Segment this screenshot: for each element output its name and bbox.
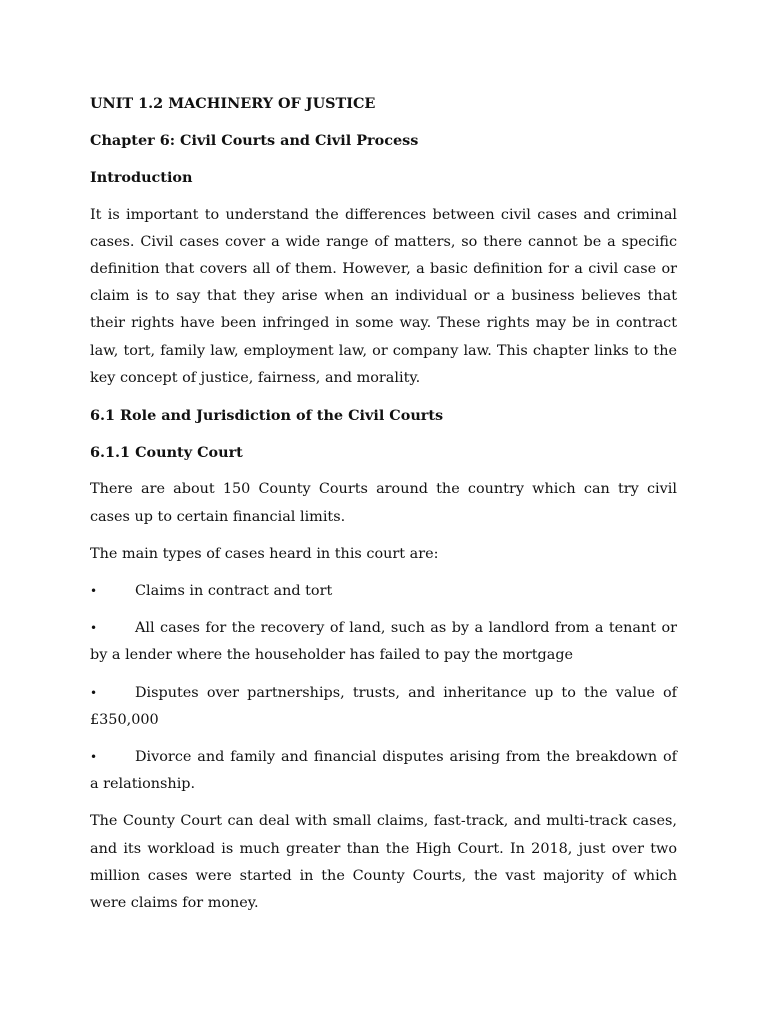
bullet-icon: • (90, 621, 98, 636)
bullet-icon: • (90, 685, 98, 700)
cases-intro: The main types of cases heard in this court are: (90, 545, 439, 562)
list-item (90, 744, 677, 798)
list-item-text: Disputes over partnerships, trusts, and inheritance up to the value of £350,000 (90, 684, 677, 728)
bullet-icon: • (90, 750, 98, 765)
bullet-icon: • (90, 584, 98, 599)
county-paragraph: There are about 150 County Courts around the country which can try civil cases up to certain financial limits. (90, 481, 677, 525)
intro-heading: Introduction (90, 169, 193, 187)
list-item-text: All cases for the recovery of land, such as by a landlord from a tenant or by a lender where the householder has failed to pay the mortgage (90, 620, 677, 664)
list-item-text: Divorce and family and financial disputes arising from the breakdown of a relationship. (90, 749, 677, 793)
unit-title: UNIT 1.2 MACHINERY OF JUSTICE (90, 95, 376, 112)
subsection-heading: 6.1.1 County Court (90, 444, 243, 462)
list-item (90, 615, 677, 669)
document-page (90, 90, 677, 927)
chapter-title: Chapter 6: Civil Courts and Civil Process (90, 132, 419, 150)
section-heading: 6.1 Role and Jurisdiction of the Civil Courts (90, 407, 444, 425)
list-item-text: Claims in contract and tort (135, 583, 333, 600)
intro-paragraph: It is important to understand the differences between civil cases and criminal cases. Civil cases cover a wide range of matters, so there cannot be a specific definition that covers all of them. However, a basic definition for a civil case or claim is to say that they arise when an individual or a business believes that their rights have been infringed in some way. These rights may be in contract law, tort, family law, employment law, or company law. This chapter links to the key concept of justice, fairness, and morality. (90, 206, 677, 386)
list-item (90, 578, 677, 605)
list-item (90, 680, 677, 734)
workload-paragraph: The County Court can deal with small claims, fast-track, and multi-track cases, and its workload is much greater than the High Court. In 2018, just over two million cases were started in the County Courts, the vast majority of which were claims for money. (90, 813, 677, 912)
